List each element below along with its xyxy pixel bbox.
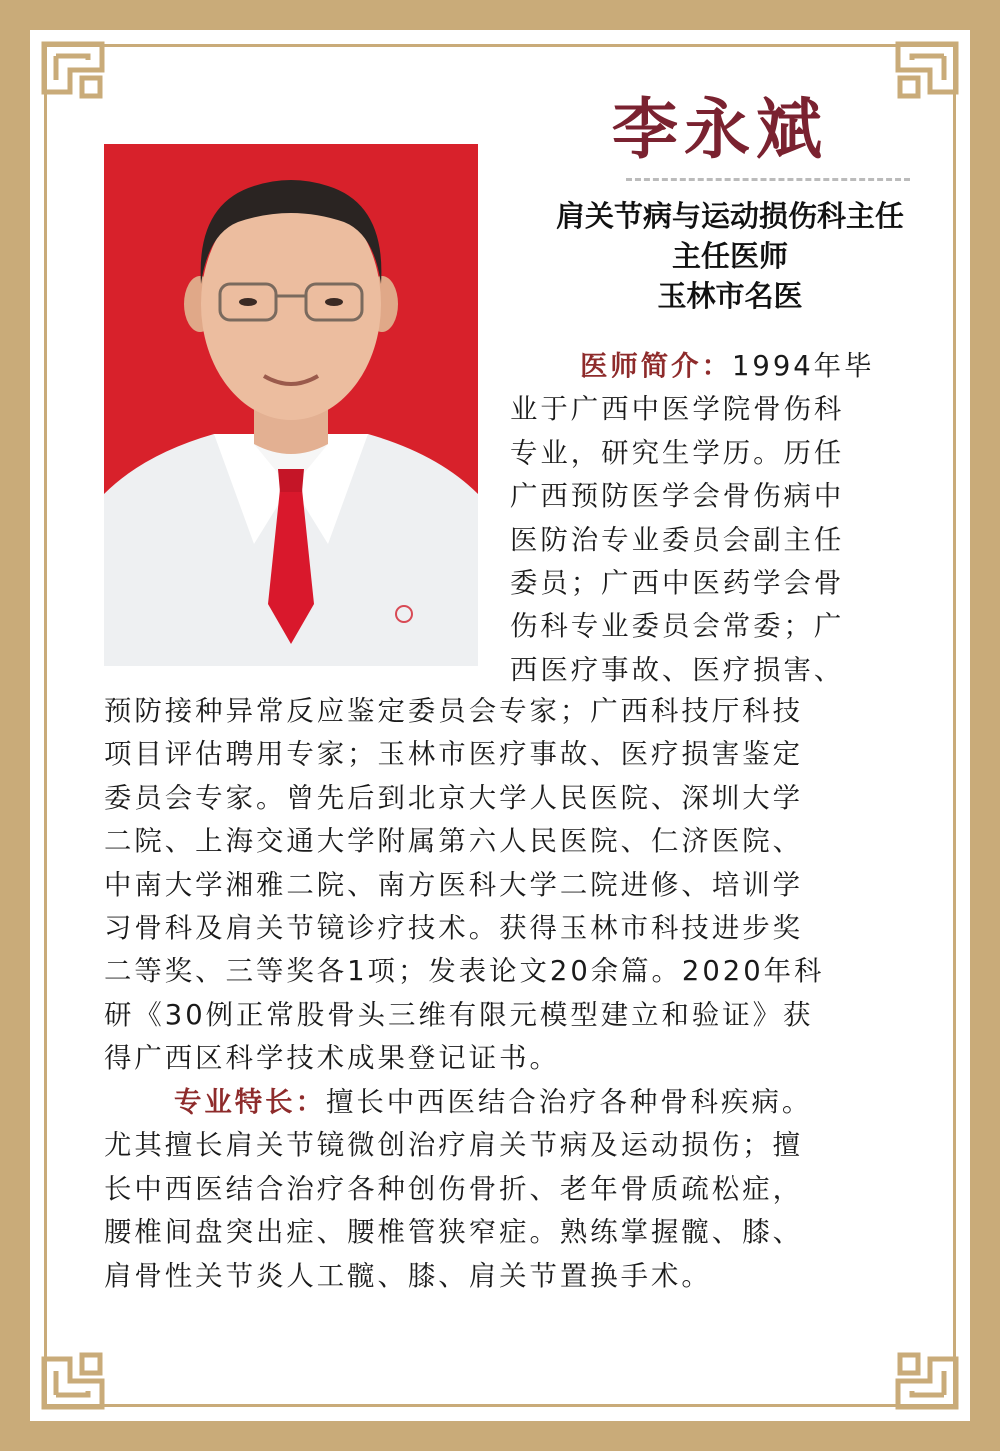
title-department: 肩关节病与运动损伤科主任 [555, 199, 904, 233]
corner-ornament-bottom-right [884, 1335, 970, 1421]
title-honor: 玉林市名医 [657, 279, 803, 313]
doctor-name: 李永斌 [612, 90, 828, 168]
corner-ornament-bottom-left [30, 1335, 116, 1421]
title-rank: 主任医师 [671, 239, 788, 273]
specialty-label: 专业特长： [174, 1087, 326, 1118]
title-divider [626, 178, 910, 181]
corner-ornament-top-left [30, 30, 116, 116]
specialty-text: 专业特长：擅长中西医结合治疗各种骨科疾病。 尤其擅长肩关节镜微创治疗肩关节病及运动损伤；擅 长中西医结合治疗各种创伤骨折、老年骨质疏松症， 腰椎间盘突出症、腰椎管狭窄症。熟练掌握髋、膝、 肩骨性关节炎人工髋、膝、肩关节置换手术。 [104, 1087, 813, 1292]
doctor-titles [500, 196, 960, 316]
profile-text-wide: 预防接种异常反应鉴定委员会专家；广西科技厅科技 项目评估聘用专家；玉林市医疗事故、医疗损害鉴定 委员会专家。曾先后到北京大学人民医院、深圳大学 二院、上海交通大学附属第六人民医院、仁济医院、 中南大学湘雅二院、南方医科大学二院进修、培训学 习骨科及肩关节镜诊疗技术。获得玉林市科技进步奖 二等奖、三等奖各1项；发表论文20余篇。2020年科 研《30例正常股骨头三维有限元模型建立和验证》获 得广西区科学技术成果登记证书。 [104, 696, 825, 1075]
doctor-photo [104, 144, 478, 666]
profile-label: 医师简介： [580, 351, 732, 382]
profile-text-narrow: 医师简介：1994年毕 业于广西中医学院骨伤科 专业，研究生学历。历任 广西预防医学会骨伤病中 医防治专业委员会副主任 委员；广西中医药学会骨 伤科专业委员会常委；广 西医疗事故、医疗损害、 [510, 351, 875, 686]
